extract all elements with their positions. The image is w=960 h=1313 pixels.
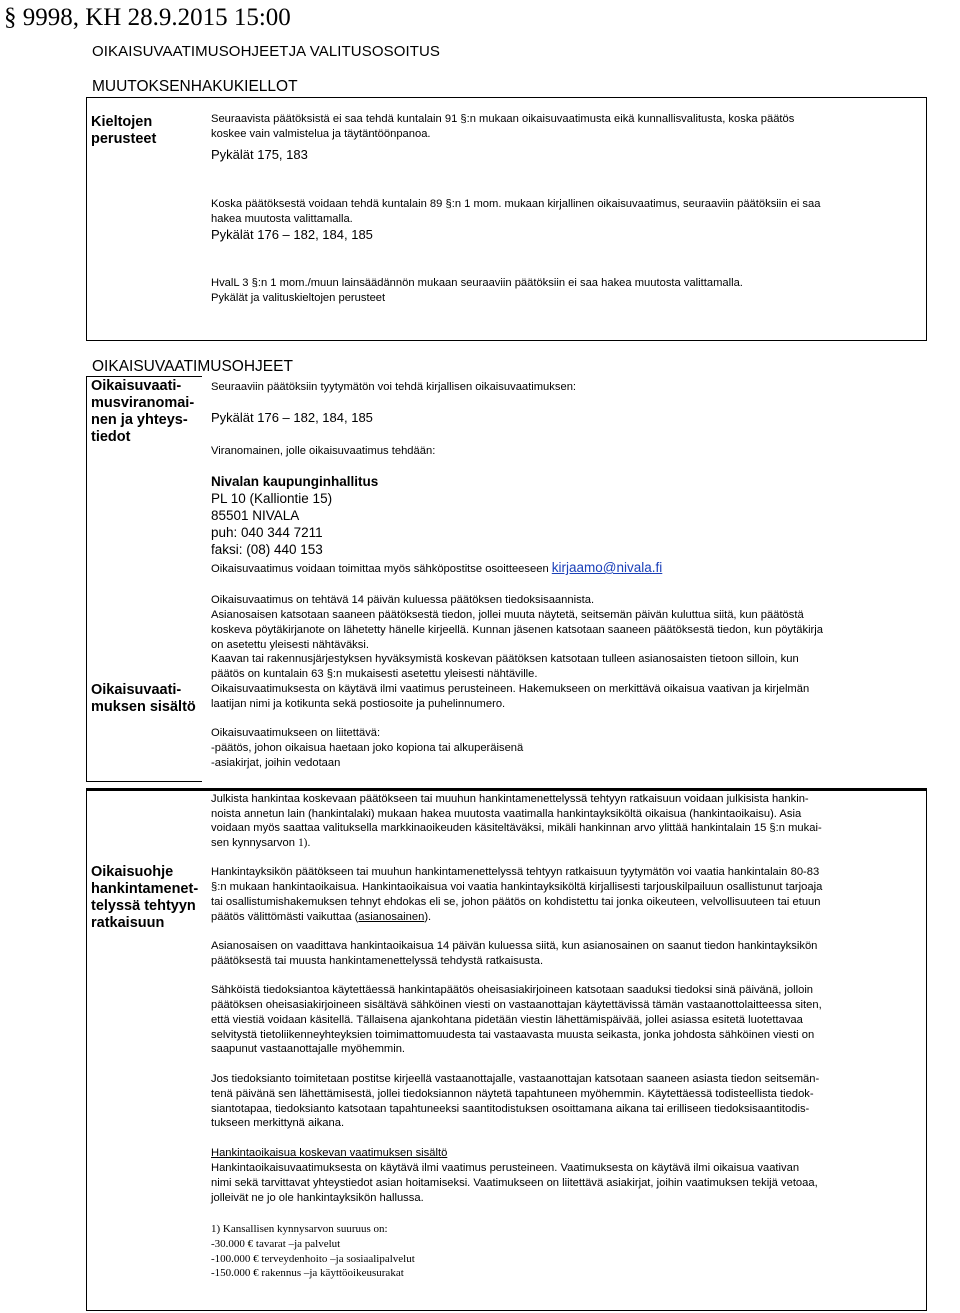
text-line: Hankintayksikön päätökseen tai muuhun hankintamenettelyssä tehtyyn ratkaisuun tyytymätön voi vaatia hankintalain 80-83 — [211, 866, 820, 878]
text-line: että viestiä voidaan käsitellä. Tällaisena ajankohtana pidetään viestin lähettämispäivää, jollei asiassa esitetä luotettavaa — [211, 1014, 803, 1026]
text-line: Asianosaisen katsotaan saaneen päätöksestä tiedon, jollei muuta näytetä, seitsemän päivän kuluttua siitä, kun päätöstä — [211, 609, 804, 621]
text-line — [211, 910, 431, 925]
label-line: Oikaisuvaati- — [91, 378, 182, 394]
label-line: Oikaisuvaati- — [91, 682, 182, 698]
text-line: Kaavan tai rakennusjärjestyksen hyväksymistä koskevan päätöksen katsotaan tulleen asianosaisten tietoon silloin, kun — [211, 653, 799, 665]
text-fragment: . — [307, 837, 311, 849]
email-line — [211, 561, 662, 577]
text-line: päätöksestä tai muusta hankintamenettelyssä tehdystä ratkaisusta. — [211, 955, 544, 967]
text-line: jolleivät ne jo ole hankintayksikön hallussa. — [211, 1192, 424, 1204]
label-line: perusteet — [91, 131, 157, 147]
footnote-line: -30.000 € tavarat –ja palvelut — [211, 1238, 341, 1250]
label-line: Kieltojen — [91, 114, 153, 130]
text-line: -asiakirjat, joihin vedotaan — [211, 757, 341, 769]
footnote-title: 1) Kansallisen kynnysarvon suuruus on: — [211, 1223, 388, 1235]
label-line: nen ja yhteys- — [91, 412, 188, 428]
text-line: saapunut vastaanottajalle myöhemmin. — [211, 1043, 406, 1055]
text-line: Asianosaisen on vaadittava hankintaoikaisua 14 päivän kuluessa siitä, kun asianosainen on saanut tiedon hankintayksikön — [211, 940, 818, 952]
asianosainen-link[interactable]: asianosainen — [358, 911, 425, 923]
text-line: laatijan nimi ja kotikunta sekä postiosoite ja puhelinnumero. — [211, 698, 506, 710]
label-oikaisuvaatimusviranomainen — [91, 378, 194, 446]
label-line: muksen sisältö — [91, 699, 196, 715]
label-line: hankintamenet- — [91, 881, 199, 897]
text-line: hakea muutosta valittamalla. — [211, 213, 353, 225]
label-line: tiedot — [91, 429, 131, 445]
sections-line: Pykälät 176 – 182, 184, 185 — [211, 410, 373, 425]
text-line: -päätös, johon oikaisua haetaan joko kopiona tai alkuperäisenä — [211, 742, 524, 754]
text-line: Oikaisuvaatimus on tehtävä 14 päivän kuluessa päätöksen tiedoksisaannista. — [211, 594, 595, 606]
text-line: Pykälät ja valituskieltojen perusteet — [211, 292, 386, 304]
text-line: nimi sekä tarvittavat yhteystiedot asian hoitamiseksi. Vaatimukseen on liitettävä asiakirjat, joihin vaatimuksen tekijä vetoaa, — [211, 1177, 818, 1189]
text-line: Oikaisuvaatimuksesta on käytävä ilmi vaatimus perusteineen. Hakemukseen on merkittävä oikaisua vaativan ja kirjelmän — [211, 683, 810, 695]
label-oikaisuohje-hankinta — [91, 864, 198, 932]
email-link[interactable]: kirjaamo@nivala.fi — [551, 560, 663, 575]
fax-number: faksi: (08) 440 153 — [211, 542, 323, 557]
footnote-line: -150.000 € rakennus –ja käyttöoikeusurakat — [211, 1267, 404, 1279]
text-line: noista annetun lain (hankintalaki) mukaan hakea muutosta vaatimalla hankintayksiköltä oikaisua (hankintaoikaisu). Asia — [211, 808, 802, 820]
label-kieltojen-perusteet — [91, 114, 156, 148]
text-line: on asetettu yleisesti nähtäväksi. — [211, 639, 369, 651]
sections-line: Pykälät 176 – 182, 184, 185 — [211, 227, 373, 242]
label-line: Oikaisuohje — [91, 864, 174, 880]
text-line: Hankintaoikaisuvaatimuksesta on käytävä ilmi vaatimus perusteineen. Vaatimuksesta on käytävä ilmi oikaisua vaativan — [211, 1162, 800, 1174]
label-oikaisuvaatimuksen-sisalto — [91, 682, 196, 716]
text-line: Viranomainen, jolle oikaisuvaatimus tehdään: — [211, 445, 436, 457]
phone-number: puh: 040 344 7211 — [211, 525, 323, 540]
document-title: OIKAISUVAATIMUSOHJEETJA VALITUSOSOITUS — [92, 43, 441, 60]
text-line: §:n mukaan hankintaoikaisua. Hankintaoikaisua voi vaatia hankintayksiköltä kirjallisesti tarjouskilpailuun osallistunut tarjoaja — [211, 881, 823, 893]
footnote-line: -100.000 € terveydenhoito –ja sosiaalipalvelut — [211, 1253, 415, 1265]
label-line: ratkaisuun — [91, 915, 165, 931]
text-line: koskee vain valmistelua ja täytäntöönpanoa. — [211, 128, 431, 140]
text-line: Julkista hankintaa koskevaan päätökseen tai muuhun hankintamenettelyssä tehtyyn ratkaisuun voidaan julkisista hankin- — [211, 793, 809, 805]
text-line: voidaan myös saattaa valituksella markkinaoikeuden käsiteltäväksi, mikäli hankinnan arvo ylittää hankintalain 15 §:n mukai- — [211, 822, 822, 834]
postal-address: 85501 NIVALA — [211, 508, 300, 523]
section-title-oikaisuvaatimusohjeet: OIKAISUVAATIMUSOHJEET — [92, 358, 293, 375]
text-line: koskeva pöytäkirjanote on lähetetty hänelle kirjeellä. Kunnan jäsenen katsotaan saaneen päätöksestä tiedon, kun pöytäkirja — [211, 624, 823, 636]
subheading-vaatimuksen-sisalto: Hankintaoikaisua koskevan vaatimuksen sisältö — [211, 1147, 448, 1159]
document-header: § 9998, KH 28.9.2015 15:00 — [4, 4, 291, 31]
email-intro: Oikaisuvaatimus voidaan toimittaa myös sähköpostitse osoitteeseen — [211, 563, 549, 575]
label-line: musviranomai- — [91, 395, 195, 411]
sections-line: Pykälät 175, 183 — [211, 147, 308, 162]
label-line: telyssä tehtyyn — [91, 898, 196, 914]
text-line: Sähköistä tiedoksiantoa käytettäessä hankintapäätös oheisasiakirjoineen katsotaan saaduksi tiedoksi sinä päivänä, jolloin — [211, 984, 814, 996]
footnote-reference: 1) — [298, 837, 308, 849]
text-line: Oikaisuvaatimukseen on liitettävä: — [211, 727, 381, 739]
text-fragment: ). — [424, 911, 432, 923]
text-line: Seuraaviin päätöksiin tyytymätön voi tehdä kirjallisen oikaisuvaatimuksen: — [211, 381, 577, 393]
text-line: siantotapaa, tiedoksianto katsotaan tapahtuneeksi saantitodistuksen osoittamana aikana tai erilliseen tiedoksisaantitodis- — [211, 1103, 810, 1115]
text-line: päätös on kuntalain 63 §:n mukaisesti asetettu yleisesti nähtäville. — [211, 668, 538, 680]
text-fragment: sen kynnysarvon — [211, 837, 299, 849]
text-line: Seuraavista päätöksistä ei saa tehdä kuntalain 91 §:n mukaan oikaisuvaatimusta eikä kunnallisvalitusta, koska päätös — [211, 113, 795, 125]
section-title-muutoksenhakukiellot: MUUTOKSENHAKUKIELLOT — [92, 78, 298, 95]
text-fragment: päätös välittömästi vaikuttaa ( — [211, 911, 359, 923]
text-line: Jos tiedoksianto toimitetaan postitse kirjeellä vastaanottajalle, vastaanottajan katsotaan saaneen asiasta tiedon seitsemän- — [211, 1073, 820, 1085]
text-line: tai osallistumishakemuksen tehnyt ehdokas eli se, johon päätös on kohdistettu tai jonka oikeuteen, velvollisuuteen tai etuun — [211, 896, 821, 908]
text-line: Koska päätöksestä voidaan tehdä kuntalain 89 §:n 1 mom. mukaan kirjallinen oikaisuvaatimus, seuraaviin päätöksiin ei saa — [211, 198, 821, 210]
text-line: HvalL 3 §:n 1 mom./muun lainsäädännön mukaan seuraaviin päätöksiin ei saa hakea muutosta valittamalla. — [211, 277, 743, 289]
text-line: päätöksen oheisasiakirjoineen sisältävä sähköinen viesti on vastaanottajan käytettävissä tämän vastaanottolaitteessa siten, — [211, 999, 822, 1011]
organization-name: Nivalan kaupunginhallitus — [211, 474, 379, 489]
text-line: tenä päivänä sen lähettämisestä, jollei tiedoksiannon näytetä tapahtuneen myöhemmin. Käytettäessä todisteellista tiedok- — [211, 1088, 814, 1100]
address: PL 10 (Kalliontie 15) — [211, 491, 333, 506]
text-line: selvitystä tietoliikenneyhteyksien toimimattomuudesta tai vastaavasta muusta seikasta, jonka johdosta sähköinen viesti on — [211, 1029, 815, 1041]
text-line — [211, 836, 311, 851]
text-line: tukseen merkittynä aikana. — [211, 1117, 345, 1129]
